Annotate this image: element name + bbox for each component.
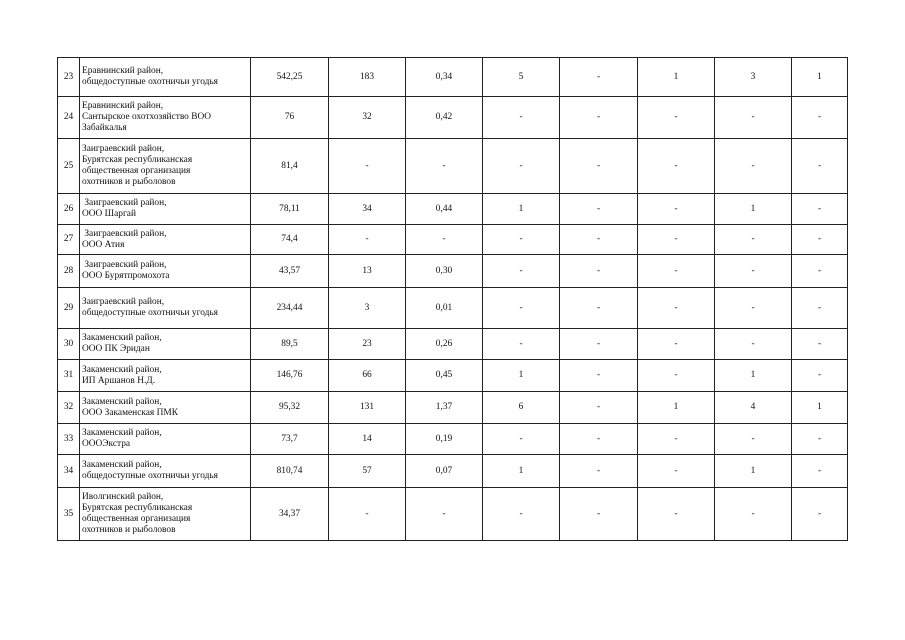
value-cell-c7: - — [715, 139, 792, 194]
value-cell-c1: 89,5 — [251, 329, 329, 360]
value-cell-c2: 131 — [329, 392, 406, 424]
district-owner-line: ООО ПК Эридан — [82, 344, 150, 354]
district-owner-cell — [80, 225, 251, 255]
value-cell-c1: 146,76 — [251, 360, 329, 392]
value-cell-c6: - — [638, 194, 715, 225]
value-cell-c8: - — [792, 424, 848, 455]
value-cell-c3: 0,45 — [406, 360, 483, 392]
district-owner-line: ООО Шаргай — [82, 209, 136, 219]
value-cell-c7: 1 — [715, 360, 792, 392]
value-cell-c2: - — [329, 225, 406, 255]
value-cell-c2: 14 — [329, 424, 406, 455]
value-cell-c4: - — [483, 139, 560, 194]
district-owner-line: Бурятская республиканская — [82, 155, 193, 166]
value-cell-c8: - — [792, 97, 848, 139]
district-owner-line: Бурятская республиканская — [82, 503, 193, 514]
value-cell-c7: - — [715, 488, 792, 541]
value-cell-c1: 76 — [251, 97, 329, 139]
district-owner-line: Еравнинский район, — [82, 66, 164, 77]
value-cell-c1: 73,7 — [251, 424, 329, 455]
value-cell-c2: 3 — [329, 288, 406, 329]
value-cell-c1: 542,25 — [251, 58, 329, 97]
district-owner-line: ООО Бурятпромохота — [82, 271, 170, 281]
value-cell-c7: 1 — [715, 455, 792, 488]
district-owner-line: Заиграевский район, — [82, 260, 167, 271]
district-owner-cell — [80, 455, 251, 488]
row-number: 34 — [58, 455, 80, 488]
value-cell-c6: - — [638, 329, 715, 360]
table-row — [58, 360, 848, 392]
value-cell-c4: 1 — [483, 455, 560, 488]
district-owner-line: Еравнинский район, — [82, 101, 164, 112]
value-cell-c3: 1,37 — [406, 392, 483, 424]
district-owner-line: ИП Аршанов Н.Д. — [82, 375, 156, 386]
value-cell-c6: - — [638, 225, 715, 255]
district-owner-line: общедоступные охотничьи угодья — [82, 77, 218, 87]
value-cell-c4: 1 — [483, 360, 560, 392]
value-cell-c5: - — [560, 139, 638, 194]
value-cell-c5: - — [560, 225, 638, 255]
value-cell-c7: - — [715, 288, 792, 329]
value-cell-c3: 0,01 — [406, 288, 483, 329]
row-number: 35 — [58, 488, 80, 541]
value-cell-c2: - — [329, 488, 406, 541]
value-cell-c8: - — [792, 488, 848, 541]
value-cell-c8: - — [792, 225, 848, 255]
value-cell-c4: 6 — [483, 392, 560, 424]
district-owner-cell — [80, 329, 251, 360]
value-cell-c6: - — [638, 97, 715, 139]
row-number: 23 — [58, 58, 80, 97]
district-owner-line: охотников и рыболовов — [82, 176, 176, 187]
value-cell-c7: 4 — [715, 392, 792, 424]
district-owner-line: общедоступные охотничьи угодья — [82, 308, 218, 318]
district-owner-line: Закаменский район, — [82, 460, 162, 471]
value-cell-c6: 1 — [638, 58, 715, 97]
value-cell-c6: - — [638, 288, 715, 329]
value-cell-c8: - — [792, 255, 848, 288]
value-cell-c4: - — [483, 225, 560, 255]
value-cell-c7: 3 — [715, 58, 792, 97]
value-cell-c8: - — [792, 194, 848, 225]
value-cell-c6: - — [638, 139, 715, 194]
row-number: 25 — [58, 139, 80, 194]
value-cell-c3: - — [406, 488, 483, 541]
district-owner-cell — [80, 392, 251, 424]
value-cell-c8: - — [792, 455, 848, 488]
value-cell-c8: - — [792, 329, 848, 360]
value-cell-c4: - — [483, 488, 560, 541]
value-cell-c3: 0,34 — [406, 58, 483, 97]
table-row — [58, 255, 848, 288]
value-cell-c3: 0,44 — [406, 194, 483, 225]
value-cell-c7: - — [715, 255, 792, 288]
value-cell-c4: - — [483, 97, 560, 139]
value-cell-c2: 183 — [329, 58, 406, 97]
value-cell-c6: - — [638, 424, 715, 455]
table-row — [58, 58, 848, 97]
table-row — [58, 488, 848, 541]
value-cell-c3: 0,42 — [406, 97, 483, 139]
row-number: 26 — [58, 194, 80, 225]
value-cell-c1: 34,37 — [251, 488, 329, 541]
value-cell-c2: 23 — [329, 329, 406, 360]
value-cell-c7: 1 — [715, 194, 792, 225]
row-number: 32 — [58, 392, 80, 424]
table-row — [58, 455, 848, 488]
value-cell-c5: - — [560, 360, 638, 392]
district-owner-line: Заиграевский район, — [82, 198, 167, 209]
value-cell-c4: - — [483, 329, 560, 360]
district-owner-cell — [80, 255, 251, 288]
district-owner-line: охотников и рыболовов — [82, 524, 176, 535]
value-cell-c6: - — [638, 488, 715, 541]
district-owner-line: Закаменский район, — [82, 396, 162, 407]
row-number: 29 — [58, 288, 80, 329]
value-cell-c3: 0,19 — [406, 424, 483, 455]
value-cell-c3: - — [406, 225, 483, 255]
district-owner-cell — [80, 58, 251, 97]
value-cell-c3: 0,07 — [406, 455, 483, 488]
value-cell-c1: 234,44 — [251, 288, 329, 329]
value-cell-c8: 1 — [792, 58, 848, 97]
value-cell-c7: - — [715, 329, 792, 360]
value-cell-c2: 57 — [329, 455, 406, 488]
value-cell-c1: 78,11 — [251, 194, 329, 225]
district-owner-line: Заиграевский район, — [82, 228, 167, 239]
value-cell-c1: 81,4 — [251, 139, 329, 194]
value-cell-c5: - — [560, 455, 638, 488]
district-owner-cell — [80, 424, 251, 455]
value-cell-c5: - — [560, 255, 638, 288]
value-cell-c7: - — [715, 424, 792, 455]
value-cell-c5: - — [560, 329, 638, 360]
district-owner-line: Закаменский район, — [82, 428, 162, 439]
value-cell-c2: 66 — [329, 360, 406, 392]
value-cell-c5: - — [560, 288, 638, 329]
value-cell-c2: 13 — [329, 255, 406, 288]
district-owner-cell — [80, 97, 251, 139]
district-owner-line: ООО Атия — [82, 239, 125, 250]
district-owner-line: Забайкалья — [82, 122, 127, 133]
district-owner-cell — [80, 360, 251, 392]
district-owner-line: ООО Закаменская ПМК — [82, 407, 178, 418]
value-cell-c7: - — [715, 97, 792, 139]
table-row — [58, 329, 848, 360]
value-cell-c2: 32 — [329, 97, 406, 139]
district-owner-line: Иволгинский район, — [82, 492, 164, 503]
value-cell-c4: - — [483, 255, 560, 288]
value-cell-c6: 1 — [638, 392, 715, 424]
district-owner-line: Заиграевский район, — [82, 144, 165, 155]
row-number: 31 — [58, 360, 80, 392]
district-owner-cell — [80, 488, 251, 541]
value-cell-c4: - — [483, 424, 560, 455]
value-cell-c5: - — [560, 194, 638, 225]
district-owner-line: общественная организация — [82, 514, 191, 524]
district-owner-cell — [80, 139, 251, 194]
value-cell-c4: 5 — [483, 58, 560, 97]
table-row — [58, 288, 848, 329]
table-row — [58, 392, 848, 424]
value-cell-c8: - — [792, 360, 848, 392]
value-cell-c5: - — [560, 58, 638, 97]
value-cell-c6: - — [638, 255, 715, 288]
value-cell-c2: - — [329, 139, 406, 194]
table-row — [58, 225, 848, 255]
table-row — [58, 139, 848, 194]
district-owner-line: Заиграевский район, — [82, 297, 165, 308]
value-cell-c4: - — [483, 288, 560, 329]
row-number: 30 — [58, 329, 80, 360]
hunting-grounds-table — [57, 57, 848, 541]
value-cell-c1: 810,74 — [251, 455, 329, 488]
value-cell-c1: 43,57 — [251, 255, 329, 288]
table-row — [58, 194, 848, 225]
value-cell-c8: - — [792, 139, 848, 194]
value-cell-c5: - — [560, 488, 638, 541]
value-cell-c3: 0,30 — [406, 255, 483, 288]
value-cell-c1: 74,4 — [251, 225, 329, 255]
value-cell-c4: 1 — [483, 194, 560, 225]
table-body — [58, 58, 848, 541]
value-cell-c8: - — [792, 288, 848, 329]
district-owner-cell — [80, 194, 251, 225]
value-cell-c1: 95,32 — [251, 392, 329, 424]
table-row — [58, 97, 848, 139]
row-number: 33 — [58, 424, 80, 455]
district-owner-line: общественная организация — [82, 166, 191, 176]
district-owner-cell — [80, 288, 251, 329]
district-owner-line: Закаменский район, — [82, 364, 162, 375]
table-row — [58, 424, 848, 455]
district-owner-line: общедоступные охотничьи угодья — [82, 471, 218, 481]
district-owner-line: Сантырское охотхозяйство ВОО — [82, 112, 211, 123]
value-cell-c8: 1 — [792, 392, 848, 424]
row-number: 28 — [58, 255, 80, 288]
district-owner-line: Закаменский район, — [82, 333, 162, 344]
row-number: 27 — [58, 225, 80, 255]
value-cell-c6: - — [638, 360, 715, 392]
value-cell-c6: - — [638, 455, 715, 488]
value-cell-c5: - — [560, 97, 638, 139]
value-cell-c2: 34 — [329, 194, 406, 225]
value-cell-c3: - — [406, 139, 483, 194]
value-cell-c3: 0,26 — [406, 329, 483, 360]
value-cell-c5: - — [560, 392, 638, 424]
row-number: 24 — [58, 97, 80, 139]
value-cell-c7: - — [715, 225, 792, 255]
district-owner-line: ОООЭкстра — [82, 439, 131, 449]
value-cell-c5: - — [560, 424, 638, 455]
